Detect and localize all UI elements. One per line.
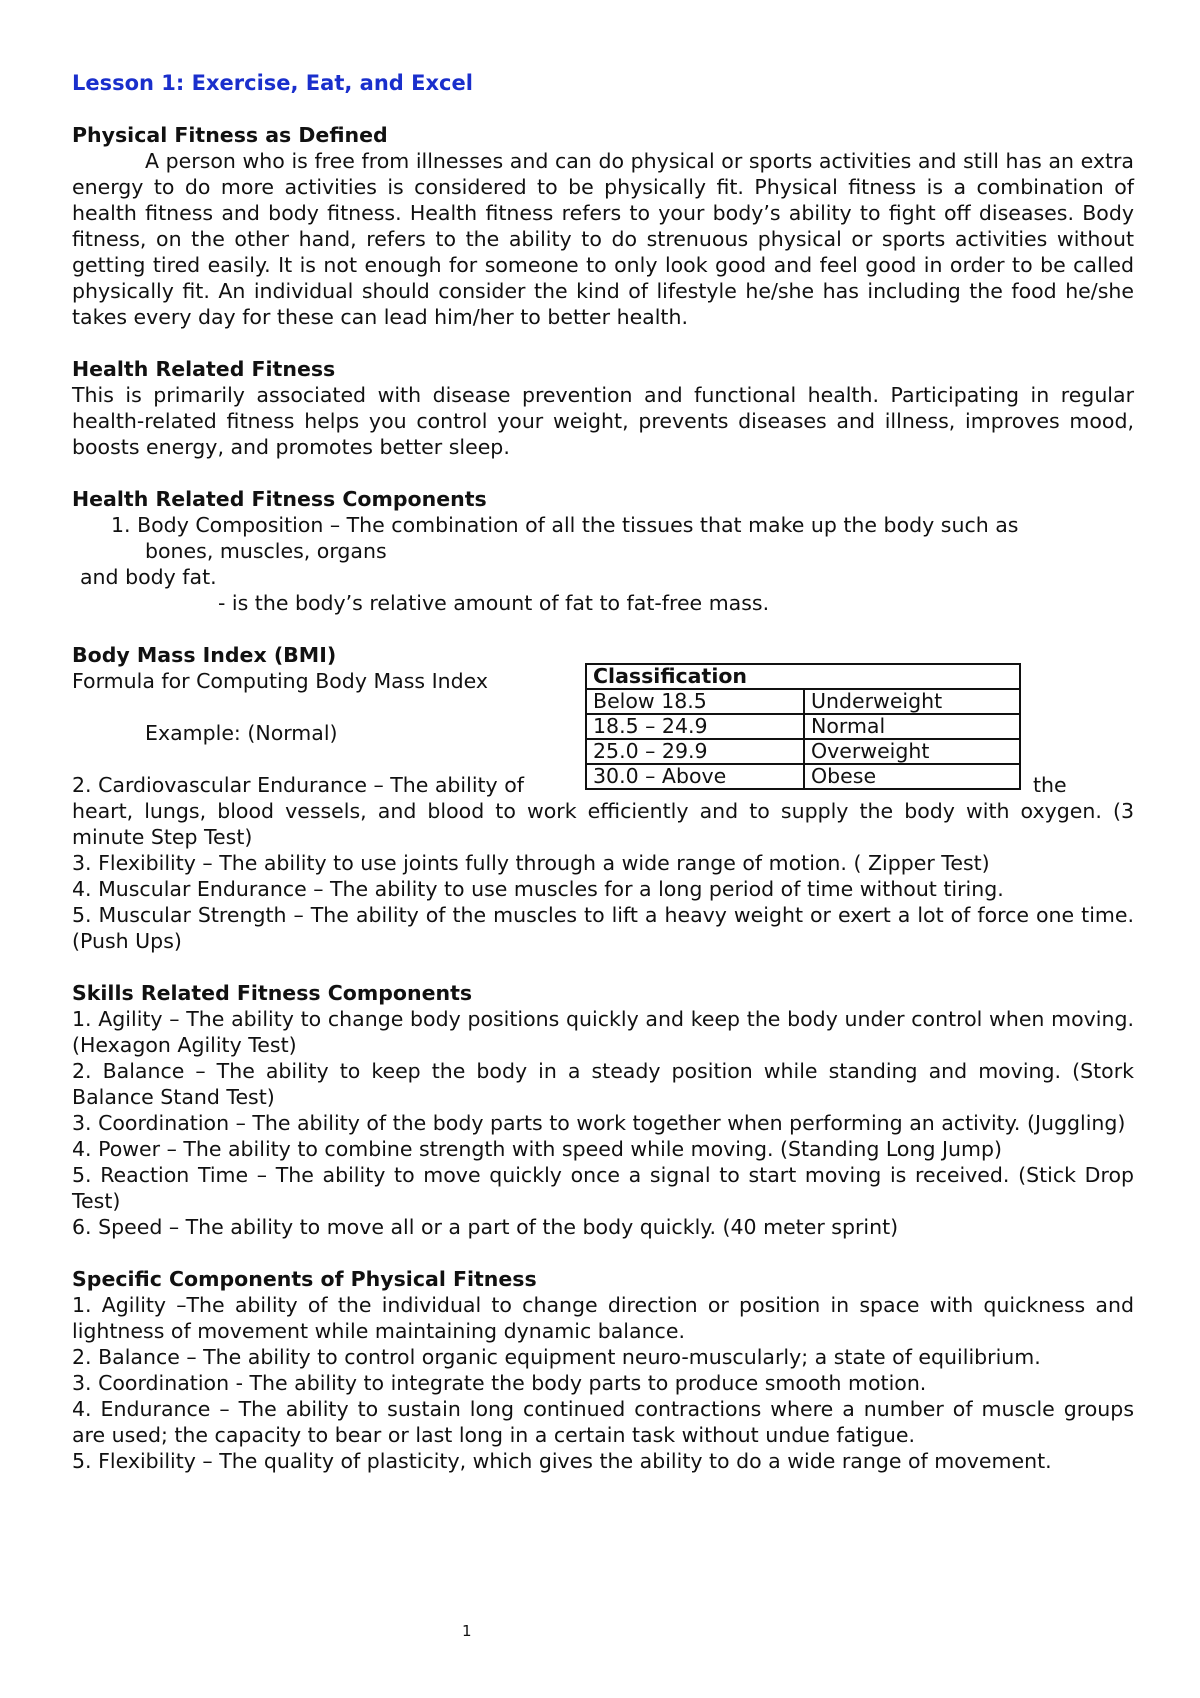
table-cell-class: Overweight xyxy=(804,739,1020,764)
section-heading-bmi: Body Mass Index (BMI) xyxy=(72,643,337,667)
body-composition-line2: bones, muscles, organs xyxy=(145,539,387,563)
muscular-endurance-item: 4. Muscular Endurance – The ability to use muscles for a long period of time without tiring. xyxy=(72,877,1004,901)
cardio-start: 2. Cardiovascular Endurance – The ability of xyxy=(72,773,524,797)
table-row xyxy=(586,714,1020,739)
table-row xyxy=(586,739,1020,764)
list-item: 2. Balance – The ability to keep the body in a steady position while standing and moving. (Stork Balance Stand Test) xyxy=(72,1059,1134,1109)
table-cell-class: Underweight xyxy=(804,689,1020,714)
cardio-line xyxy=(72,772,1134,798)
table-cell-range: 25.0 – 29.9 xyxy=(586,739,804,764)
section-heading-health-related: Health Related Fitness xyxy=(72,357,336,381)
flexibility-item: 3. Flexibility – The ability to use joints fully through a wide range of motion. ( Zipper Test) xyxy=(72,851,990,875)
lesson-title: Lesson 1: Exercise, Eat, and Excel xyxy=(72,71,473,95)
bmi-formula-label: Formula for Computing Body Mass Index xyxy=(72,669,489,693)
table-cell-class: Obese xyxy=(804,764,1020,789)
cardio-rest: heart, lungs, blood vessels, and blood to work efficiently and to supply the body with oxygen. (3 minute Step Test) xyxy=(72,799,1134,849)
page-number: 1 xyxy=(462,1622,472,1640)
bmi-classification-table xyxy=(585,663,1021,790)
body-composition-line3: and body fat. xyxy=(80,565,217,589)
section-heading-skills: Skills Related Fitness Components xyxy=(72,981,473,1005)
physical-fitness-paragraph: A person who is free from illnesses and can do physical or sports activities and still has an extra energy to do more activities is considered to be physically fit. Physical fitness is a combination of health fitness and body fitness. Health fitness refers to your body’s ability to fight off diseases. Body fitness, on the other hand, refers to the ability to do strenuous physical or sports activities without getting tired easily. It is not enough for someone to only look good and feel good in order to be called physically fit. An individual should consider the kind of lifestyle he/she has including the food he/she takes every day for these can lead him/her to better health. xyxy=(72,149,1134,329)
cardio-the: the xyxy=(1033,773,1067,797)
health-related-paragraph: This is primarily associated with disease prevention and functional health. Participating in regular health-related fitness helps you control your weight, prevents diseases and illness, improves mood, boosts energy, and promotes better sleep. xyxy=(72,383,1134,459)
section-heading-physical-fitness: Physical Fitness as Defined xyxy=(72,123,388,147)
muscular-strength-item: 5. Muscular Strength – The ability of the muscles to lift a heavy weight or exert a lot of force one time. (Push Ups) xyxy=(72,903,1134,953)
list-item: 5. Reaction Time – The ability to move quickly once a signal to start moving is received. (Stick Drop Test) xyxy=(72,1163,1134,1213)
table-cell-range: Below 18.5 xyxy=(586,689,804,714)
list-item: 6. Speed – The ability to move all or a part of the body quickly. (40 meter sprint) xyxy=(72,1215,899,1239)
bmi-example-label: Example: (Normal) xyxy=(145,721,338,745)
body-composition-line1: 1. Body Composition – The combination of all the tissues that make up the body such as xyxy=(111,513,1019,537)
table-cell-class: Normal xyxy=(804,714,1020,739)
body-composition-line4: - is the body’s relative amount of fat to fat-free mass. xyxy=(218,591,770,615)
table-cell-range: 30.0 – Above xyxy=(586,764,804,789)
table-row xyxy=(586,689,1020,714)
list-item: 5. Flexibility – The quality of plasticity, which gives the ability to do a wide range of movement. xyxy=(72,1449,1052,1473)
list-item: 1. Agility – The ability to change body positions quickly and keep the body under control when moving. (Hexagon Agility Test) xyxy=(72,1007,1134,1057)
document-page xyxy=(72,70,1134,1474)
list-item: 3. Coordination – The ability of the body parts to work together when performing an activity. (Juggling) xyxy=(72,1111,1126,1135)
table-cell-range: 18.5 – 24.9 xyxy=(586,714,804,739)
table-header: Classification xyxy=(586,664,1020,689)
list-item: 2. Balance – The ability to control organic equipment neuro-muscularly; a state of equilibrium. xyxy=(72,1345,1041,1369)
list-item: 4. Power – The ability to combine strength with speed while moving. (Standing Long Jump) xyxy=(72,1137,1002,1161)
section-heading-components: Health Related Fitness Components xyxy=(72,487,487,511)
section-heading-specific: Specific Components of Physical Fitness xyxy=(72,1267,537,1291)
list-item: 4. Endurance – The ability to sustain long continued contractions where a number of muscle groups are used; the capacity to bear or last long in a certain task without undue fatigue. xyxy=(72,1397,1134,1447)
list-item: 1. Agility –The ability of the individual to change direction or position in space with quickness and lightness of movement while maintaining dynamic balance. xyxy=(72,1293,1134,1343)
list-item: 3. Coordination - The ability to integrate the body parts to produce smooth motion. xyxy=(72,1371,927,1395)
